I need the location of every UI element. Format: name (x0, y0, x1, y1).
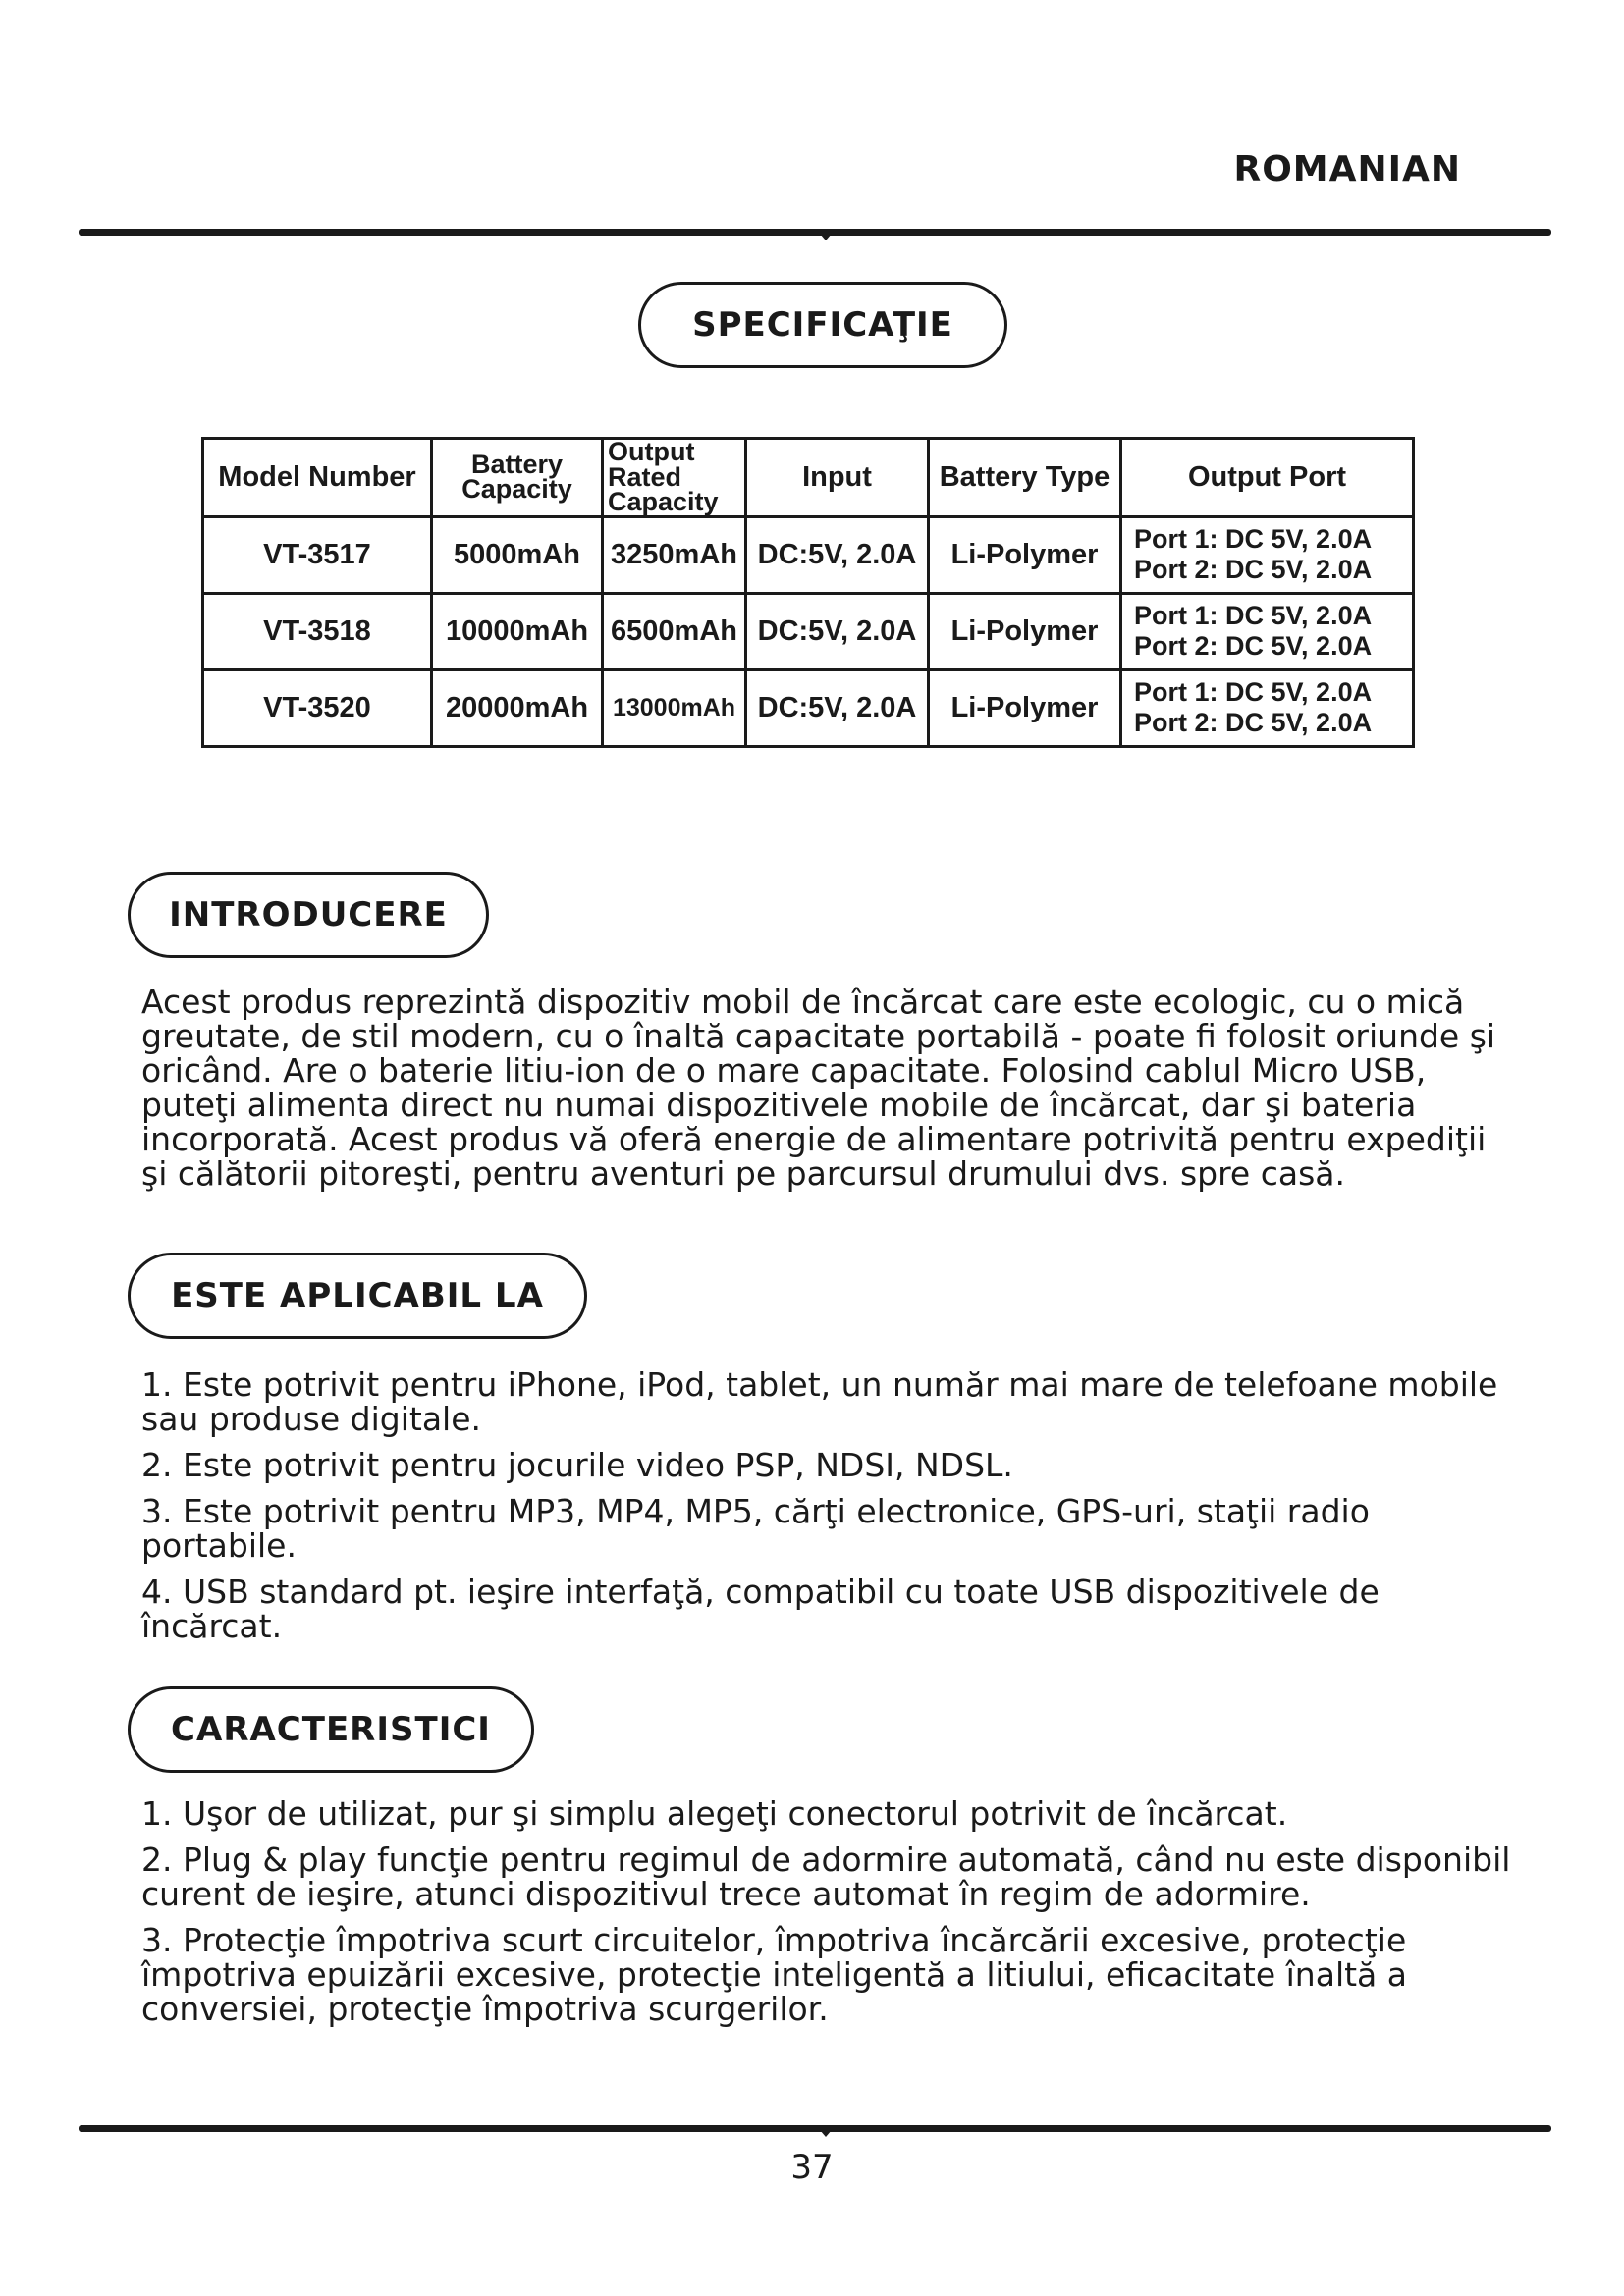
cell-input: DC:5V, 2.0A (746, 593, 929, 669)
port-2: Port 2: DC 5V, 2.0A (1134, 631, 1373, 662)
header-output-line1: Output (608, 437, 695, 466)
header-model: Model Number (203, 439, 432, 517)
top-divider (79, 229, 1551, 236)
list-item: 1. Uşor de utilizat, pur şi simplu alegeţi conectorul potrivit de încărcat. (141, 1794, 1288, 1833)
cell-output: 6500mAh (603, 593, 746, 669)
cell-model: VT-3518 (203, 593, 432, 669)
cell-output: 13000mAh (603, 669, 746, 746)
cell-model: VT-3520 (203, 669, 432, 746)
cell-type: Li-Polymer (929, 593, 1121, 669)
cell-ports (1121, 669, 1414, 746)
applicable-list (141, 1365, 1526, 1656)
intro-paragraph: Acest produs reprezintă dispozitiv mobil de încărcat care este ecologic, cu o mică greutate, de stil modern, cu o înaltă capacitate portabilă - poate fi folosit oriunde şi oricând. Are o baterie litiu-ion de o mare capacitate. Folosind cablul Micro USB, puteţi alimenta direct nu numai dispozitivele mobile de încărcat, dar şi bateria incorporată. Acest produs vă oferă energie de alimentare potrivită pentru expediţii şi călătorii pitoreşti, pentru aventuri pe parcursul drumului dvs. spre casă. (141, 983, 1496, 1193)
cell-model: VT-3517 (203, 516, 432, 593)
table-row (203, 516, 1414, 593)
intro-section-title: INTRODUCERE (128, 872, 489, 958)
list-item: 1. Este potrivit pentru iPhone, iPod, tablet, un număr mai mare de telefoane mobile sau produse digitale. (141, 1365, 1498, 1438)
cell-capacity: 20000mAh (432, 669, 603, 746)
list-item: 4. USB standard pt. ieşire interfaţă, compatibil cu toate USB dispozitivele de încărcat. (141, 1572, 1380, 1645)
header-battery-type: Battery Type (929, 439, 1121, 517)
header-capacity-line2: Capacity (461, 474, 572, 505)
list-item: 3. Este potrivit pentru MP3, MP4, MP5, cărţi electronice, GPS-uri, staţii radio portabile. (141, 1491, 1370, 1565)
list-item: 3. Protecţie împotriva scurt circuitelor, împotriva încărcării excesive, protecţie împotriva epuizării excesive, protecţie inteligentă a litiului, eficacitate înaltă a conversiei, protecţie împotriva scurgerilor. (141, 1920, 1407, 2028)
header-input: Input (746, 439, 929, 517)
port-1: Port 1: DC 5V, 2.0A (1134, 524, 1373, 555)
cell-output: 3250mAh (603, 516, 746, 593)
list-item: 2. Este potrivit pentru jocurile video PSP, NDSI, NDSL. (141, 1445, 1013, 1484)
port-2: Port 2: DC 5V, 2.0A (1134, 555, 1373, 585)
header-output-line3: Capacity (608, 487, 719, 517)
cell-capacity: 5000mAh (432, 516, 603, 593)
spec-table-header-row (203, 439, 1414, 517)
cell-capacity: 10000mAh (432, 593, 603, 669)
port-1: Port 1: DC 5V, 2.0A (1134, 677, 1373, 708)
cell-type: Li-Polymer (929, 516, 1121, 593)
port-1: Port 1: DC 5V, 2.0A (1134, 601, 1373, 631)
spec-section-title: SPECIFICAŢIE (638, 282, 1007, 368)
features-section-title: CARACTERISTICI (128, 1686, 534, 1773)
cell-ports (1121, 516, 1414, 593)
spec-table (201, 437, 1415, 748)
cell-type: Li-Polymer (929, 669, 1121, 746)
features-list (141, 1794, 1526, 2039)
table-row (203, 593, 1414, 669)
table-row (203, 669, 1414, 746)
header-output-line2: Rated (608, 461, 682, 492)
header-output-port: Output Port (1121, 439, 1414, 517)
cell-input: DC:5V, 2.0A (746, 669, 929, 746)
applicable-section-title: ESTE APLICABIL LA (128, 1253, 587, 1339)
header-capacity-line1: Battery (470, 449, 564, 479)
cell-ports (1121, 593, 1414, 669)
language-label: ROMANIAN (1233, 149, 1461, 189)
bottom-divider (79, 2125, 1551, 2132)
port-2: Port 2: DC 5V, 2.0A (1134, 708, 1373, 738)
header-output-rated-capacity (603, 439, 746, 517)
page-number: 37 (790, 2148, 834, 2187)
list-item: 2. Plug & play funcţie pentru regimul de adormire automată, când nu este disponibil curent de ieşire, atunci dispozitivul trece automat în regim de adormire. (141, 1840, 1511, 1913)
header-battery-capacity (432, 439, 603, 517)
cell-input: DC:5V, 2.0A (746, 516, 929, 593)
